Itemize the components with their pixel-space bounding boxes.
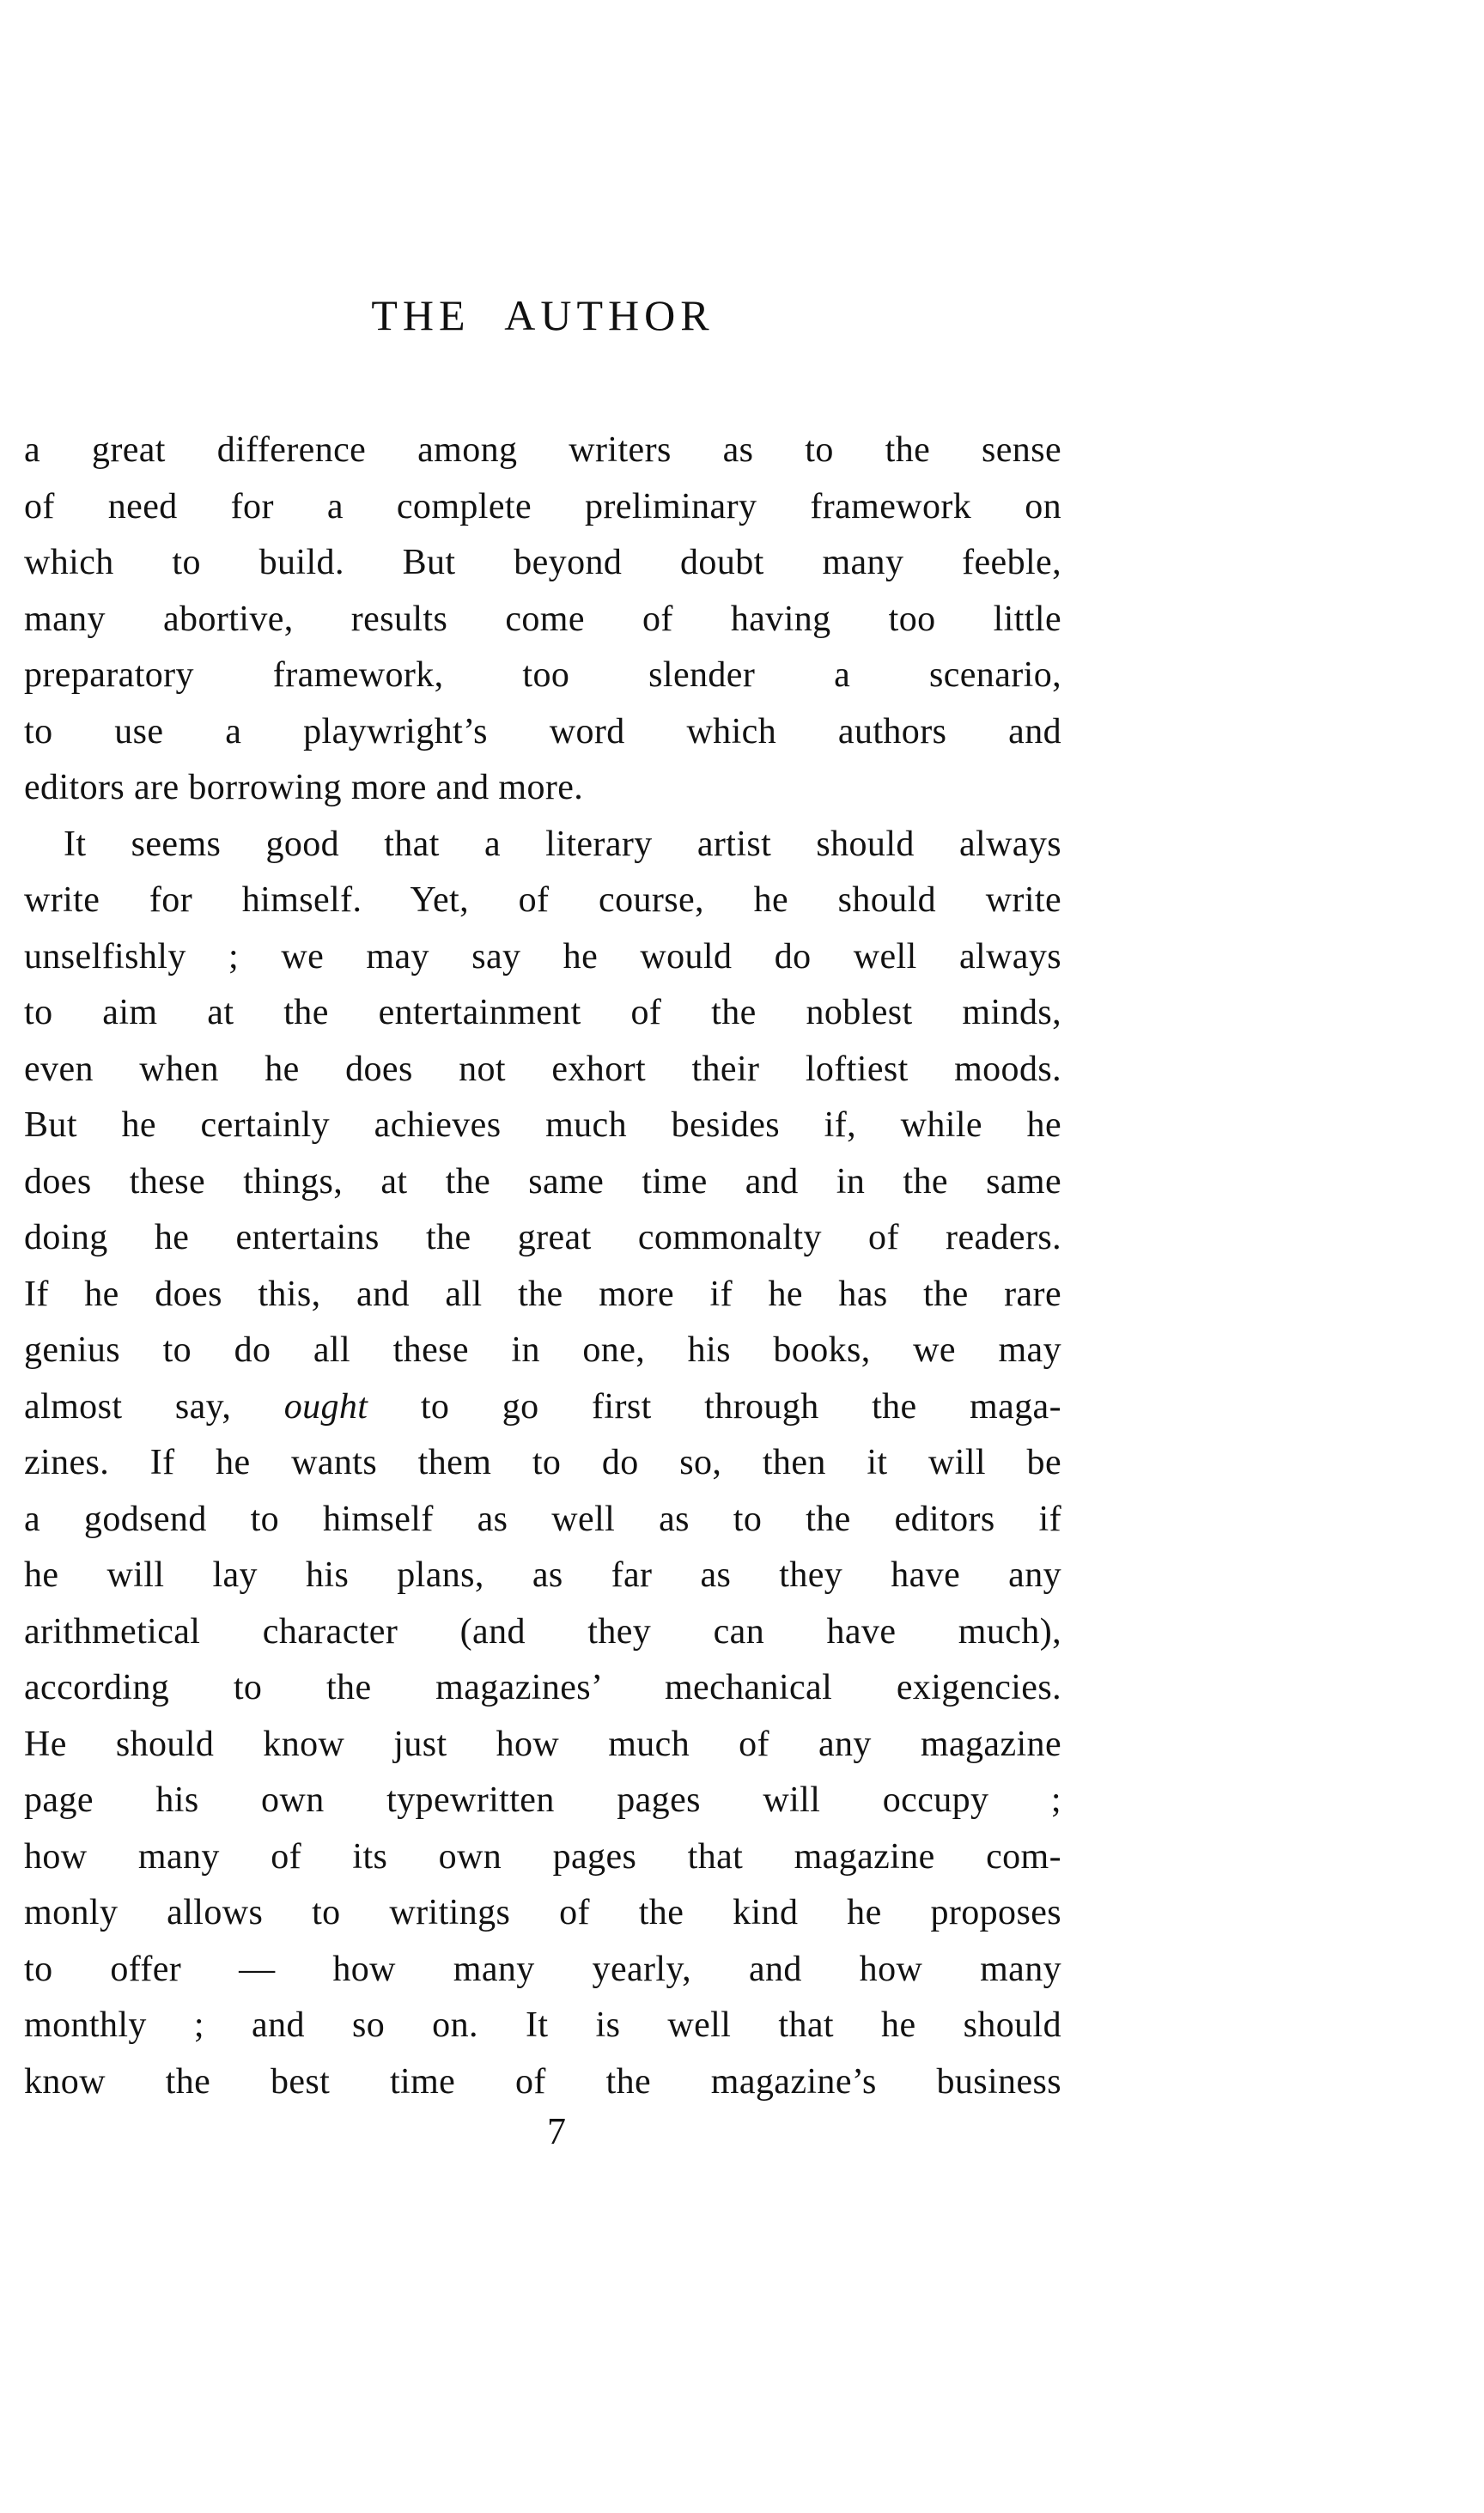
- text-line: [24, 592, 1061, 648]
- text-segment: It seems good that a literary artist should always: [64, 824, 1061, 864]
- text-line: [24, 1098, 1061, 1154]
- text-line: [24, 1717, 1061, 1774]
- text-segment: how many of its own pages that magazine com-: [24, 1836, 1061, 1877]
- text-line: [24, 1885, 1061, 1942]
- text-line: [24, 1154, 1061, 1211]
- text-segment: which to build. But beyond doubt many feeble,: [24, 543, 1061, 582]
- text-line: [24, 1660, 1061, 1717]
- text-line: [24, 985, 1061, 1042]
- text-segment: monly allows to writings of the kind he proposes: [24, 1893, 1061, 1932]
- text-segment: to use a playwright’s word which authors and: [24, 711, 1061, 751]
- text-line: [24, 1435, 1061, 1492]
- text-segment: page his own typewritten pages will occupy ;: [24, 1780, 1061, 1820]
- italic-word: ought: [283, 1386, 368, 1427]
- text-line: [24, 1548, 1061, 1604]
- text-segment: does these things, at the same time and in the same: [24, 1161, 1061, 1202]
- text-line: [24, 648, 1061, 704]
- text-block: [24, 423, 1061, 2110]
- text-line: [24, 535, 1061, 592]
- text-line: [24, 1773, 1061, 1829]
- text-line: [24, 1210, 1061, 1267]
- text-segment: But he certainly achieves much besides if, while he: [24, 1105, 1061, 1145]
- text-segment: according to the magazines’ mechanical exigencies.: [24, 1668, 1061, 1707]
- text-segment: genius to do all these in one, his books, we may: [24, 1330, 1061, 1370]
- page-number: 7: [547, 2110, 566, 2152]
- text-segment: know the best time of the magazine’s business: [24, 2061, 1061, 2102]
- text-line: [24, 2054, 1061, 2111]
- text-line: [24, 817, 1061, 873]
- text-line: [24, 873, 1061, 929]
- text-segment: arithmetical character (and they can have much),: [24, 1611, 1061, 1652]
- text-segment: doing he entertains the great commonalty of readers.: [24, 1218, 1061, 1257]
- text-segment: a great difference among writers as to the sense: [24, 430, 1061, 470]
- text-line: [24, 1604, 1061, 1661]
- text-segment: monthly ; and so on. It is well that he should: [24, 2005, 1061, 2045]
- text-line: [24, 704, 1061, 761]
- text-line: [24, 1492, 1061, 1549]
- text-line: [24, 760, 1061, 817]
- text-line: [24, 1942, 1061, 1999]
- text-segment: to aim at the entertainment of the noblest minds,: [24, 993, 1061, 1032]
- text-line: [24, 1829, 1061, 1886]
- text-segment: He should know just how much of any magazine: [24, 1724, 1061, 1764]
- text-segment: a godsend to himself as well as to the editors if: [24, 1499, 1061, 1539]
- text-segment: write for himself. Yet, of course, he should write: [24, 880, 1061, 920]
- text-segment: preparatory framework, too slender a scenario,: [24, 655, 1061, 695]
- text-line: [24, 1267, 1061, 1323]
- text-segment: If he does this, and all the more if he has the rare: [24, 1274, 1061, 1314]
- page-title: THE AUTHOR: [371, 291, 715, 339]
- text-line: [24, 1379, 1061, 1436]
- text-line: [24, 479, 1061, 536]
- text-line: [24, 1998, 1061, 2054]
- text-segment: he will lay his plans, as far as they have any: [24, 1555, 1061, 1595]
- text-segment: zines. If he wants them to do so, then it will be: [24, 1443, 1061, 1482]
- text-line: [24, 929, 1061, 986]
- text-segment: to go first through the maga-: [368, 1386, 1061, 1427]
- text-line: [24, 1323, 1061, 1379]
- text-segment: many abortive, results come of having too little: [24, 599, 1061, 639]
- text-segment: even when he does not exhort their loftiest moods.: [24, 1049, 1061, 1089]
- text-segment: to offer — how many yearly, and how many: [24, 1949, 1061, 1989]
- text-segment: editors are borrowing more and more.: [24, 768, 584, 807]
- text-line: [24, 1042, 1061, 1098]
- text-line: [24, 423, 1061, 479]
- text-segment: of need for a complete preliminary framework on: [24, 486, 1061, 526]
- text-segment: unselfishly ; we may say he would do well always: [24, 936, 1061, 977]
- text-segment: almost say,: [24, 1386, 284, 1427]
